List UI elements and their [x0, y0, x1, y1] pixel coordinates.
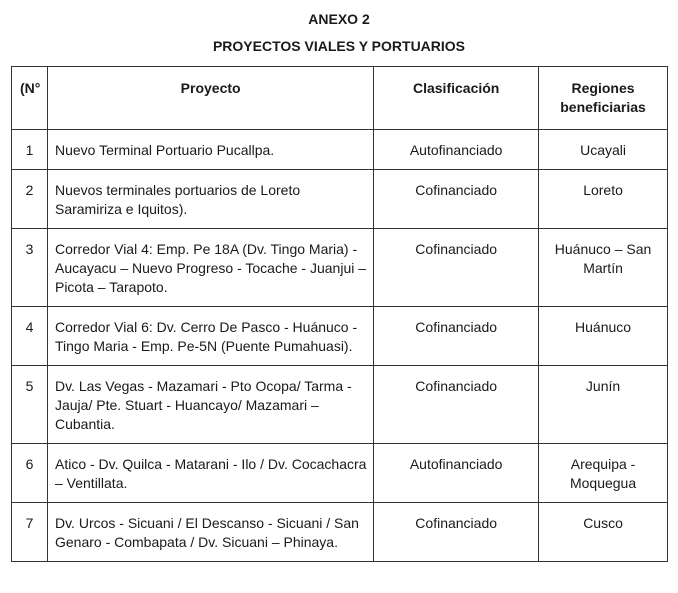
- row-regiones: Loreto: [539, 170, 668, 229]
- row-proyecto: Corredor Vial 4: Emp. Pe 18A (Dv. Tingo Maria) - Aucayacu – Nuevo Progreso - Tocache - Juanjui – Picota – Tarapoto.: [47, 229, 373, 307]
- table-row: [12, 307, 668, 366]
- row-number: 5: [12, 366, 48, 444]
- table-row: [12, 503, 668, 562]
- row-proyecto: Nuevos terminales portuarios de Loreto Saramiriza e Iquitos).: [47, 170, 373, 229]
- row-clasificacion: Cofinanciado: [374, 170, 539, 229]
- row-number: 3: [12, 229, 48, 307]
- row-number: 6: [12, 444, 48, 503]
- row-clasificacion: Autofinanciado: [374, 130, 539, 170]
- row-clasificacion: Autofinanciado: [374, 444, 539, 503]
- row-proyecto: Corredor Vial 6: Dv. Cerro De Pasco - Huánuco - Tingo Maria - Emp. Pe-5N (Puente Pumahuasi).: [47, 307, 373, 366]
- row-regiones: Huánuco – San Martín: [539, 229, 668, 307]
- table-row: [12, 130, 668, 170]
- row-clasificacion: Cofinanciado: [374, 229, 539, 307]
- row-proyecto: Dv. Las Vegas - Mazamari - Pto Ocopa/ Tarma - Jauja/ Pte. Stuart - Huancayo/ Mazamari – Cubantia.: [47, 366, 373, 444]
- row-regiones: Ucayali: [539, 130, 668, 170]
- table-header-row: [12, 67, 668, 130]
- table-row: [12, 170, 668, 229]
- row-clasificacion: Cofinanciado: [374, 366, 539, 444]
- row-proyecto: Nuevo Terminal Portuario Pucallpa.: [47, 130, 373, 170]
- row-regiones: Junín: [539, 366, 668, 444]
- row-regiones: Huánuco: [539, 307, 668, 366]
- table-row: [12, 444, 668, 503]
- row-number: 4: [12, 307, 48, 366]
- document-subtitle: PROYECTOS VIALES Y PORTUARIOS: [212, 38, 466, 54]
- row-number: 1: [12, 130, 48, 170]
- header-number: (N°: [12, 67, 48, 130]
- table-row: [12, 366, 668, 444]
- header-regiones: Regiones beneficiarias: [539, 67, 668, 130]
- row-regiones: Cusco: [539, 503, 668, 562]
- header-clasificacion: Clasificación: [374, 67, 539, 130]
- row-number: 7: [12, 503, 48, 562]
- row-clasificacion: Cofinanciado: [374, 503, 539, 562]
- annex-title: ANEXO 2: [308, 11, 370, 27]
- row-clasificacion: Cofinanciado: [374, 307, 539, 366]
- header-proyecto: Proyecto: [47, 67, 373, 130]
- row-proyecto: Atico - Dv. Quilca - Matarani - Ilo / Dv. Cocachacra – Ventillata.: [47, 444, 373, 503]
- row-number: 2: [12, 170, 48, 229]
- row-proyecto: Dv. Urcos - Sicuani / El Descanso - Sicuani / San Genaro - Combapata / Dv. Sicuani – Phinaya.: [47, 503, 373, 562]
- row-regiones: Arequipa - Moquegua: [539, 444, 668, 503]
- projects-table: [11, 66, 668, 562]
- table-row: [12, 229, 668, 307]
